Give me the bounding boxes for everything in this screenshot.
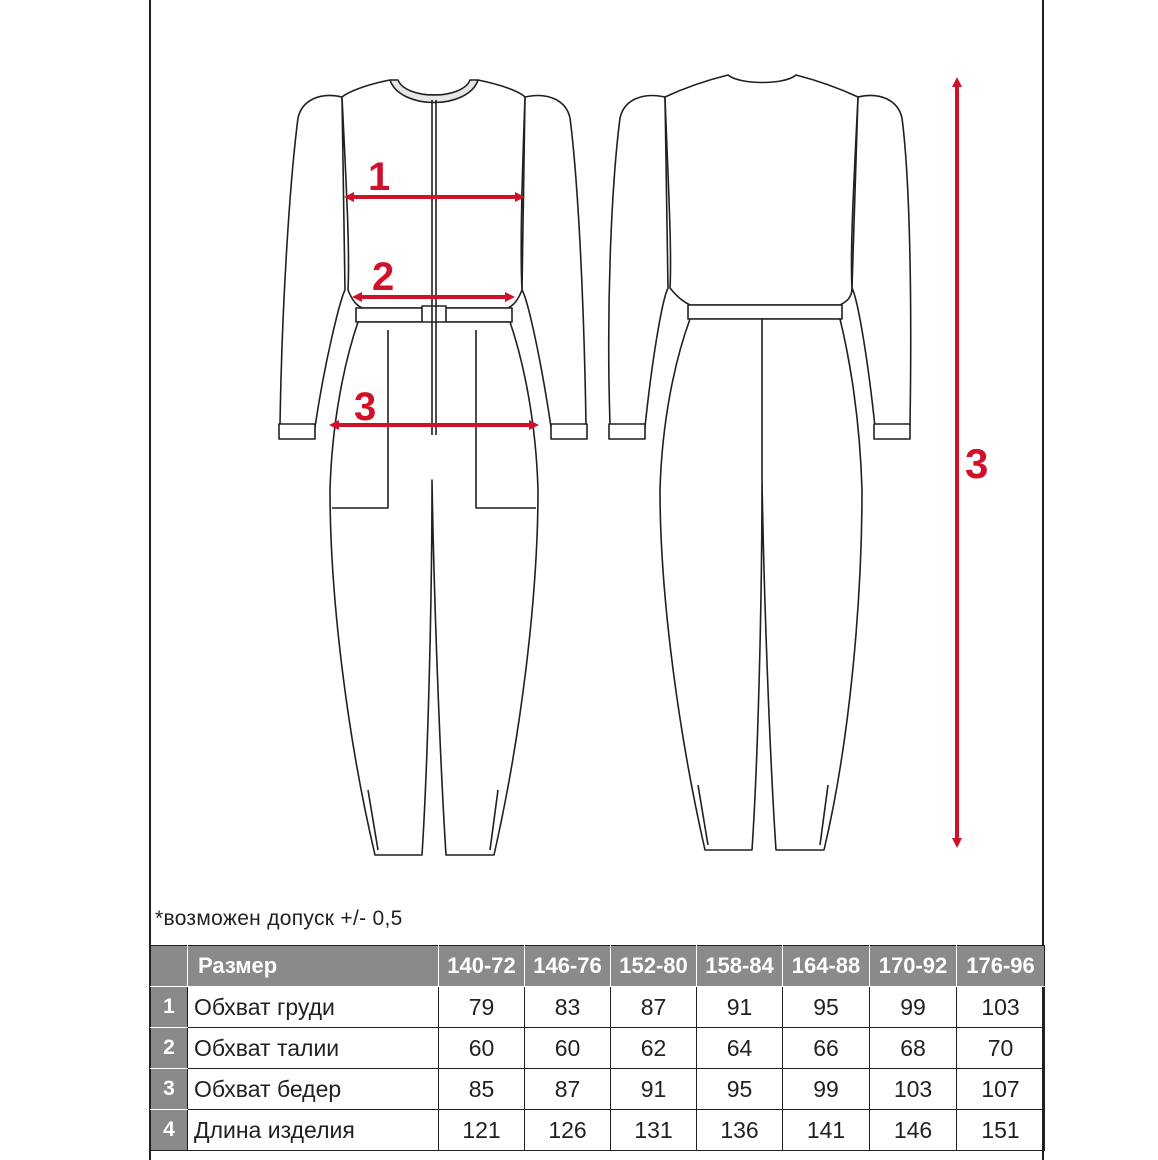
back-right-sleeve xyxy=(852,96,911,427)
row-label: Обхват груди xyxy=(188,987,439,1028)
size-col: 146-76 xyxy=(525,946,611,987)
size-col: 164-88 xyxy=(783,946,870,987)
table-cell: 126 xyxy=(525,1110,611,1151)
size-col: 158-84 xyxy=(697,946,783,987)
hips-marker: 3 xyxy=(354,385,377,429)
waist-marker: 2 xyxy=(372,255,395,299)
table-cell: 66 xyxy=(783,1028,870,1069)
table-cell: 99 xyxy=(783,1069,870,1110)
table-cell: 141 xyxy=(783,1110,870,1151)
size-col: 170-92 xyxy=(870,946,957,987)
table-cell: 136 xyxy=(697,1110,783,1151)
size-header-row xyxy=(151,946,1045,987)
table-cell: 99 xyxy=(870,987,957,1028)
table-cell: 83 xyxy=(525,987,611,1028)
table-cell: 131 xyxy=(611,1110,697,1151)
table-cell: 95 xyxy=(783,987,870,1028)
size-col: 140-72 xyxy=(439,946,525,987)
table-cell: 60 xyxy=(525,1028,611,1069)
back-belt xyxy=(688,305,842,319)
header-size-label: Размер xyxy=(188,946,439,987)
table-cell: 87 xyxy=(611,987,697,1028)
table-cell: 70 xyxy=(957,1028,1045,1069)
row-number: 2 xyxy=(151,1028,188,1069)
table-cell: 146 xyxy=(870,1110,957,1151)
row-number: 1 xyxy=(151,987,188,1028)
table-cell: 87 xyxy=(525,1069,611,1110)
table-cell: 91 xyxy=(697,987,783,1028)
size-col: 152-80 xyxy=(611,946,697,987)
tolerance-note: *возможен допуск +/- 0,5 xyxy=(155,907,403,930)
front-right-cuff xyxy=(551,424,587,439)
chest-marker: 1 xyxy=(368,155,391,199)
table-cell: 60 xyxy=(439,1028,525,1069)
row-number: 4 xyxy=(151,1110,188,1151)
back-trousers xyxy=(660,319,862,850)
front-belt-buckle xyxy=(422,306,446,323)
row-label: Длина изделия xyxy=(188,1110,439,1151)
table-row xyxy=(151,1069,1045,1110)
table-cell: 95 xyxy=(697,1069,783,1110)
table-cell: 68 xyxy=(870,1028,957,1069)
back-left-sleeve xyxy=(609,96,668,427)
table-cell: 121 xyxy=(439,1110,525,1151)
header-num-cell xyxy=(151,946,188,987)
front-left-sleeve xyxy=(280,96,345,427)
table-cell: 62 xyxy=(611,1028,697,1069)
table-row xyxy=(151,1110,1045,1151)
back-bodice xyxy=(665,75,858,305)
front-left-cuff xyxy=(279,424,315,439)
back-view xyxy=(609,75,911,850)
length-marker: 3 xyxy=(965,440,989,487)
table-cell: 79 xyxy=(439,987,525,1028)
table-cell: 151 xyxy=(957,1110,1045,1151)
row-label: Обхват бедер xyxy=(188,1069,439,1110)
size-table xyxy=(150,945,1045,1151)
row-number: 3 xyxy=(151,1069,188,1110)
size-col: 176-96 xyxy=(957,946,1045,987)
table-cell: 91 xyxy=(611,1069,697,1110)
row-label: Обхват талии xyxy=(188,1028,439,1069)
table-cell: 64 xyxy=(697,1028,783,1069)
table-row xyxy=(151,987,1045,1028)
table-cell: 103 xyxy=(957,987,1045,1028)
table-row xyxy=(151,1028,1045,1069)
table-cell: 107 xyxy=(957,1069,1045,1110)
table-cell: 103 xyxy=(870,1069,957,1110)
table-cell: 85 xyxy=(439,1069,525,1110)
front-right-sleeve xyxy=(522,96,586,427)
